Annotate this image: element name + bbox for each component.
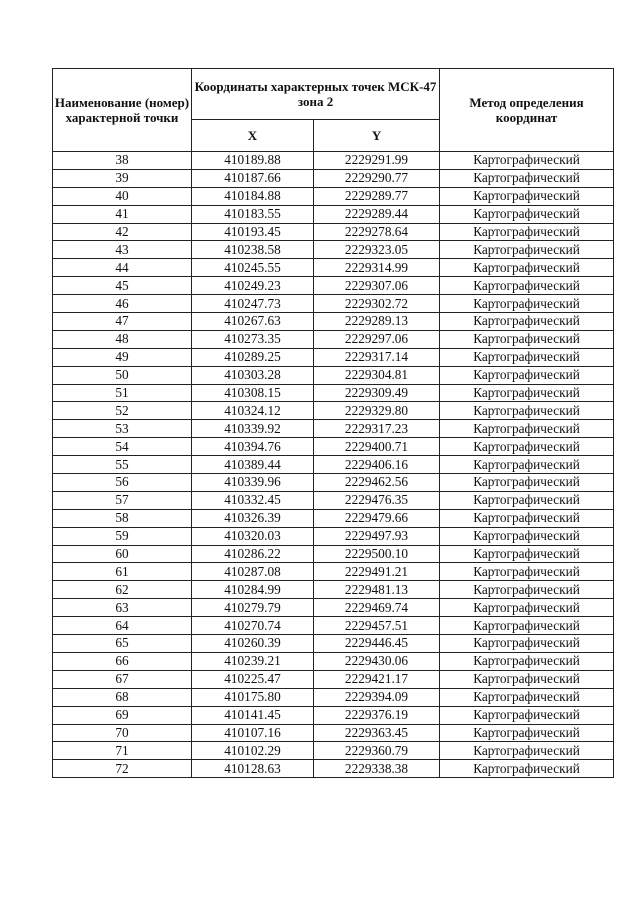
x-coordinate-cell: 410238.58 — [192, 241, 314, 259]
y-coordinate-cell: 2229363.45 — [314, 724, 440, 742]
table-row — [53, 706, 614, 724]
table-body — [53, 152, 614, 778]
x-coordinate-cell: 410389.44 — [192, 456, 314, 474]
method-cell: Картографический — [440, 742, 614, 760]
method-cell: Картографический — [440, 652, 614, 670]
table-row — [53, 348, 614, 366]
x-coordinate-cell: 410326.39 — [192, 509, 314, 527]
y-coordinate-cell: 2229479.66 — [314, 509, 440, 527]
table-row — [53, 509, 614, 527]
point-number-cell: 61 — [53, 563, 192, 581]
point-number-cell: 54 — [53, 438, 192, 456]
table-row — [53, 223, 614, 241]
table-row — [53, 402, 614, 420]
method-cell: Картографический — [440, 420, 614, 438]
table-row — [53, 277, 614, 295]
x-coordinate-cell: 410184.88 — [192, 187, 314, 205]
y-coordinate-cell: 2229307.06 — [314, 277, 440, 295]
method-cell: Картографический — [440, 635, 614, 653]
point-number-cell: 72 — [53, 760, 192, 778]
table-row — [53, 688, 614, 706]
method-cell: Картографический — [440, 760, 614, 778]
method-cell: Картографический — [440, 348, 614, 366]
x-coordinate-cell: 410107.16 — [192, 724, 314, 742]
x-coordinate-cell: 410193.45 — [192, 223, 314, 241]
x-coordinate-cell: 410247.73 — [192, 295, 314, 313]
table-header — [53, 69, 614, 152]
x-coordinate-cell: 410284.99 — [192, 581, 314, 599]
y-coordinate-cell: 2229360.79 — [314, 742, 440, 760]
point-number-cell: 69 — [53, 706, 192, 724]
table-row — [53, 313, 614, 331]
header-y: Y — [314, 120, 440, 152]
point-number-cell: 39 — [53, 169, 192, 187]
x-coordinate-cell: 410225.47 — [192, 670, 314, 688]
method-cell: Картографический — [440, 187, 614, 205]
table-row — [53, 384, 614, 402]
y-coordinate-cell: 2229317.23 — [314, 420, 440, 438]
x-coordinate-cell: 410289.25 — [192, 348, 314, 366]
method-cell: Картографический — [440, 706, 614, 724]
method-cell: Картографический — [440, 152, 614, 170]
table-row — [53, 366, 614, 384]
table-row — [53, 760, 614, 778]
point-number-cell: 53 — [53, 420, 192, 438]
point-number-cell: 50 — [53, 366, 192, 384]
y-coordinate-cell: 2229278.64 — [314, 223, 440, 241]
x-coordinate-cell: 410308.15 — [192, 384, 314, 402]
method-cell: Картографический — [440, 474, 614, 492]
table-row — [53, 330, 614, 348]
point-number-cell: 57 — [53, 491, 192, 509]
method-cell: Картографический — [440, 527, 614, 545]
method-cell: Картографический — [440, 241, 614, 259]
y-coordinate-cell: 2229421.17 — [314, 670, 440, 688]
table-row — [53, 259, 614, 277]
y-coordinate-cell: 2229500.10 — [314, 545, 440, 563]
table-row — [53, 295, 614, 313]
x-coordinate-cell: 410245.55 — [192, 259, 314, 277]
table-row — [53, 724, 614, 742]
point-number-cell: 46 — [53, 295, 192, 313]
method-cell: Картографический — [440, 223, 614, 241]
x-coordinate-cell: 410332.45 — [192, 491, 314, 509]
x-coordinate-cell: 410270.74 — [192, 617, 314, 635]
x-coordinate-cell: 410128.63 — [192, 760, 314, 778]
point-number-cell: 42 — [53, 223, 192, 241]
method-cell: Картографический — [440, 724, 614, 742]
header-x: X — [192, 120, 314, 152]
method-cell: Картографический — [440, 581, 614, 599]
header-coordinates: Координаты характерных точек МСК-47 зона 2 — [192, 69, 440, 120]
method-cell: Картографический — [440, 438, 614, 456]
x-coordinate-cell: 410339.92 — [192, 420, 314, 438]
y-coordinate-cell: 2229289.13 — [314, 313, 440, 331]
method-cell: Картографический — [440, 509, 614, 527]
point-number-cell: 66 — [53, 652, 192, 670]
y-coordinate-cell: 2229290.77 — [314, 169, 440, 187]
x-coordinate-cell: 410267.63 — [192, 313, 314, 331]
method-cell: Картографический — [440, 384, 614, 402]
point-number-cell: 62 — [53, 581, 192, 599]
y-coordinate-cell: 2229302.72 — [314, 295, 440, 313]
y-coordinate-cell: 2229289.77 — [314, 187, 440, 205]
point-number-cell: 70 — [53, 724, 192, 742]
point-number-cell: 49 — [53, 348, 192, 366]
point-number-cell: 60 — [53, 545, 192, 563]
table-row — [53, 205, 614, 223]
point-number-cell: 45 — [53, 277, 192, 295]
point-number-cell: 55 — [53, 456, 192, 474]
point-number-cell: 64 — [53, 617, 192, 635]
point-number-cell: 51 — [53, 384, 192, 402]
point-number-cell: 59 — [53, 527, 192, 545]
table-row — [53, 241, 614, 259]
method-cell: Картографический — [440, 330, 614, 348]
y-coordinate-cell: 2229476.35 — [314, 491, 440, 509]
y-coordinate-cell: 2229457.51 — [314, 617, 440, 635]
table-row — [53, 456, 614, 474]
x-coordinate-cell: 410339.96 — [192, 474, 314, 492]
table-row — [53, 438, 614, 456]
method-cell: Картографический — [440, 491, 614, 509]
coordinates-table — [52, 68, 614, 778]
y-coordinate-cell: 2229329.80 — [314, 402, 440, 420]
x-coordinate-cell: 410249.23 — [192, 277, 314, 295]
x-coordinate-cell: 410303.28 — [192, 366, 314, 384]
y-coordinate-cell: 2229469.74 — [314, 599, 440, 617]
method-cell: Картографический — [440, 456, 614, 474]
y-coordinate-cell: 2229297.06 — [314, 330, 440, 348]
point-number-cell: 41 — [53, 205, 192, 223]
table-row — [53, 742, 614, 760]
point-number-cell: 65 — [53, 635, 192, 653]
method-cell: Картографический — [440, 313, 614, 331]
point-number-cell: 52 — [53, 402, 192, 420]
x-coordinate-cell: 410102.29 — [192, 742, 314, 760]
y-coordinate-cell: 2229309.49 — [314, 384, 440, 402]
x-coordinate-cell: 410279.79 — [192, 599, 314, 617]
method-cell: Картографический — [440, 277, 614, 295]
method-cell: Картографический — [440, 670, 614, 688]
method-cell: Картографический — [440, 169, 614, 187]
table-row — [53, 617, 614, 635]
point-number-cell: 63 — [53, 599, 192, 617]
x-coordinate-cell: 410141.45 — [192, 706, 314, 724]
point-number-cell: 56 — [53, 474, 192, 492]
x-coordinate-cell: 410287.08 — [192, 563, 314, 581]
point-number-cell: 44 — [53, 259, 192, 277]
y-coordinate-cell: 2229462.56 — [314, 474, 440, 492]
point-number-cell: 71 — [53, 742, 192, 760]
y-coordinate-cell: 2229338.38 — [314, 760, 440, 778]
method-cell: Картографический — [440, 259, 614, 277]
header-point-name: Наименование (номер) характерной точки — [53, 69, 192, 152]
table-row — [53, 581, 614, 599]
point-number-cell: 38 — [53, 152, 192, 170]
x-coordinate-cell: 410183.55 — [192, 205, 314, 223]
y-coordinate-cell: 2229394.09 — [314, 688, 440, 706]
header-method: Метод определения координат — [440, 69, 614, 152]
table-row — [53, 491, 614, 509]
x-coordinate-cell: 410239.21 — [192, 652, 314, 670]
y-coordinate-cell: 2229430.06 — [314, 652, 440, 670]
x-coordinate-cell: 410286.22 — [192, 545, 314, 563]
x-coordinate-cell: 410187.66 — [192, 169, 314, 187]
method-cell: Картографический — [440, 205, 614, 223]
y-coordinate-cell: 2229314.99 — [314, 259, 440, 277]
table-row — [53, 187, 614, 205]
x-coordinate-cell: 410175.80 — [192, 688, 314, 706]
point-number-cell: 58 — [53, 509, 192, 527]
table-row — [53, 152, 614, 170]
method-cell: Картографический — [440, 599, 614, 617]
x-coordinate-cell: 410273.35 — [192, 330, 314, 348]
y-coordinate-cell: 2229406.16 — [314, 456, 440, 474]
method-cell: Картографический — [440, 295, 614, 313]
method-cell: Картографический — [440, 688, 614, 706]
table-row — [53, 635, 614, 653]
table-row — [53, 670, 614, 688]
table-row — [53, 563, 614, 581]
point-number-cell: 40 — [53, 187, 192, 205]
y-coordinate-cell: 2229376.19 — [314, 706, 440, 724]
y-coordinate-cell: 2229304.81 — [314, 366, 440, 384]
y-coordinate-cell: 2229317.14 — [314, 348, 440, 366]
table-row — [53, 420, 614, 438]
method-cell: Картографический — [440, 545, 614, 563]
y-coordinate-cell: 2229323.05 — [314, 241, 440, 259]
y-coordinate-cell: 2229289.44 — [314, 205, 440, 223]
method-cell: Картографический — [440, 366, 614, 384]
x-coordinate-cell: 410260.39 — [192, 635, 314, 653]
y-coordinate-cell: 2229491.21 — [314, 563, 440, 581]
point-number-cell: 67 — [53, 670, 192, 688]
x-coordinate-cell: 410394.76 — [192, 438, 314, 456]
table-row — [53, 599, 614, 617]
method-cell: Картографический — [440, 402, 614, 420]
table-row — [53, 652, 614, 670]
y-coordinate-cell: 2229291.99 — [314, 152, 440, 170]
point-number-cell: 48 — [53, 330, 192, 348]
x-coordinate-cell: 410320.03 — [192, 527, 314, 545]
x-coordinate-cell: 410189.88 — [192, 152, 314, 170]
method-cell: Картографический — [440, 617, 614, 635]
table-row — [53, 169, 614, 187]
x-coordinate-cell: 410324.12 — [192, 402, 314, 420]
table-row — [53, 545, 614, 563]
y-coordinate-cell: 2229446.45 — [314, 635, 440, 653]
y-coordinate-cell: 2229481.13 — [314, 581, 440, 599]
y-coordinate-cell: 2229400.71 — [314, 438, 440, 456]
table-row — [53, 474, 614, 492]
method-cell: Картографический — [440, 563, 614, 581]
point-number-cell: 68 — [53, 688, 192, 706]
point-number-cell: 47 — [53, 313, 192, 331]
y-coordinate-cell: 2229497.93 — [314, 527, 440, 545]
point-number-cell: 43 — [53, 241, 192, 259]
table-row — [53, 527, 614, 545]
